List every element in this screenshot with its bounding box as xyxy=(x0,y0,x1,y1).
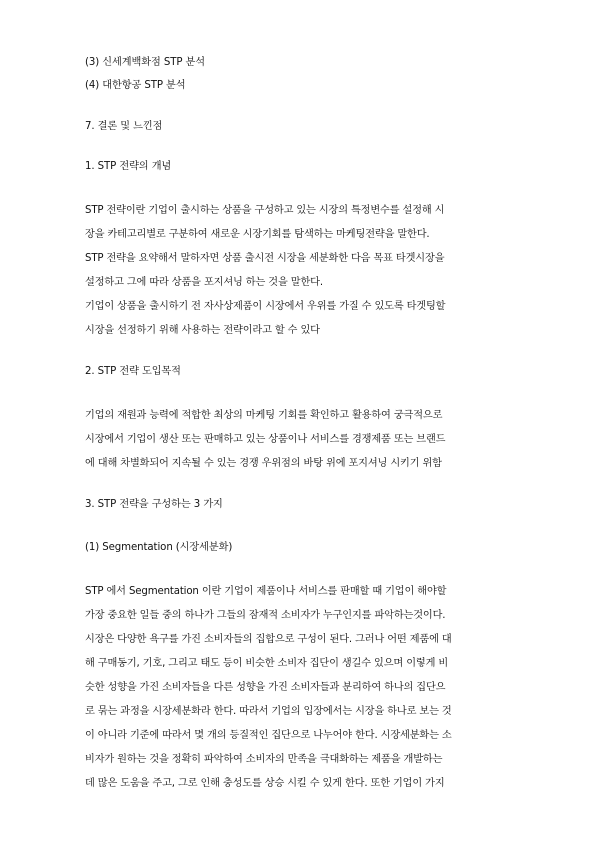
conclusion-heading: 7. 결론 및 느낀점 xyxy=(85,120,163,132)
paragraph-line: 에 대해 차별화되어 지속될 수 있는 경쟁 우위점의 바탕 위에 포지셔닝 시키기 위함 xyxy=(85,457,442,469)
subheading-segmentation: (1) Segmentation (시장세분화) xyxy=(85,541,233,553)
paragraph-line: 해 구매동기, 기호, 그리고 태도 등이 비슷한 소비자 집단이 생길수 있으며 이렇게 비 xyxy=(85,657,449,669)
document-page xyxy=(85,52,512,796)
paragraph-line: 시장은 다양한 욕구를 가진 소비자들의 집합으로 구성이 된다. 그러나 어떤 제품에 대 xyxy=(85,633,452,645)
segmentation-paragraph xyxy=(85,580,512,796)
paragraph-line: 설정하고 그에 따라 상품을 포지셔닝 하는 것을 말한다. xyxy=(85,277,323,289)
paragraph-line: 시장에서 기업이 생산 또는 판매하고 있는 상품이나 서비스를 경쟁제품 또는 브랜드 xyxy=(85,433,446,445)
toc-item: (3) 신세계백화점 STP 분석 xyxy=(85,57,206,68)
paragraph-line: STP 에서 Segmentation 이란 기업이 제품이나 서비스를 판매할 때 기업이 해야할 xyxy=(85,585,447,597)
paragraph-line: 슷한 성향을 가진 소비자들을 다른 성향을 가진 소비자들과 분리하여 하나의 집단으 xyxy=(85,681,446,693)
paragraph-line: 기업이 상품을 출시하기 전 자사상제품이 시장에서 우위를 가질 수 있도록 타겟팅할 xyxy=(85,301,446,313)
section-heading-stp-components: 3. STP 전략을 구성하는 3 가지 xyxy=(85,498,223,510)
stp-purpose-paragraph xyxy=(85,404,512,476)
paragraph-line: 기업의 재원과 능력에 적합한 최상의 마케팅 기회를 확인하고 활용하여 궁극적으로 xyxy=(85,409,443,421)
paragraph-line: 장을 카테고리별로 구분하여 새로운 시장기회를 탐색하는 마케팅전략을 말한다. xyxy=(85,229,430,241)
section-heading-stp-purpose: 2. STP 전략 도입목적 xyxy=(85,366,181,378)
toc-item: (4) 대한항공 STP 분석 xyxy=(85,79,186,91)
paragraph-line: 이 아니라 기준에 따라서 몇 개의 등질적인 집단으로 나누어야 한다. 시장세분화는 소 xyxy=(85,729,452,741)
paragraph-line: 로 묶는 과정을 시장세분화라 한다. 따라서 기업의 입장에서는 시장을 하나로 보는 것 xyxy=(85,705,452,717)
section-heading-stp-concept: 1. STP 전략의 개념 xyxy=(85,161,172,173)
paragraph-line: 데 많은 도움을 주고, 그로 인해 충성도를 상승 시킬 수 있게 한다. 또한 기업이 가지 xyxy=(85,777,445,789)
paragraph-line: STP 전략이란 기업이 출시하는 상품을 구성하고 있는 시장의 특정변수를 설정해 시 xyxy=(85,205,445,217)
paragraph-line: 가장 중요한 일들 중의 하나가 그들의 잠재적 소비자가 누구인지를 파악하는것이다. xyxy=(85,609,446,621)
paragraph-line: 시장을 선정하기 위해 사용하는 전략이라고 할 수 있다 xyxy=(85,325,320,337)
paragraph-line: STP 전략을 요약해서 말하자면 상품 출시전 시장을 세분화한 다음 목표 타겟시장을 xyxy=(85,253,445,265)
stp-concept-paragraph xyxy=(85,199,512,343)
paragraph-line: 비자가 원하는 것을 정확히 파악하여 소비자의 만족을 극대화하는 제품을 개발하는 xyxy=(85,753,443,765)
